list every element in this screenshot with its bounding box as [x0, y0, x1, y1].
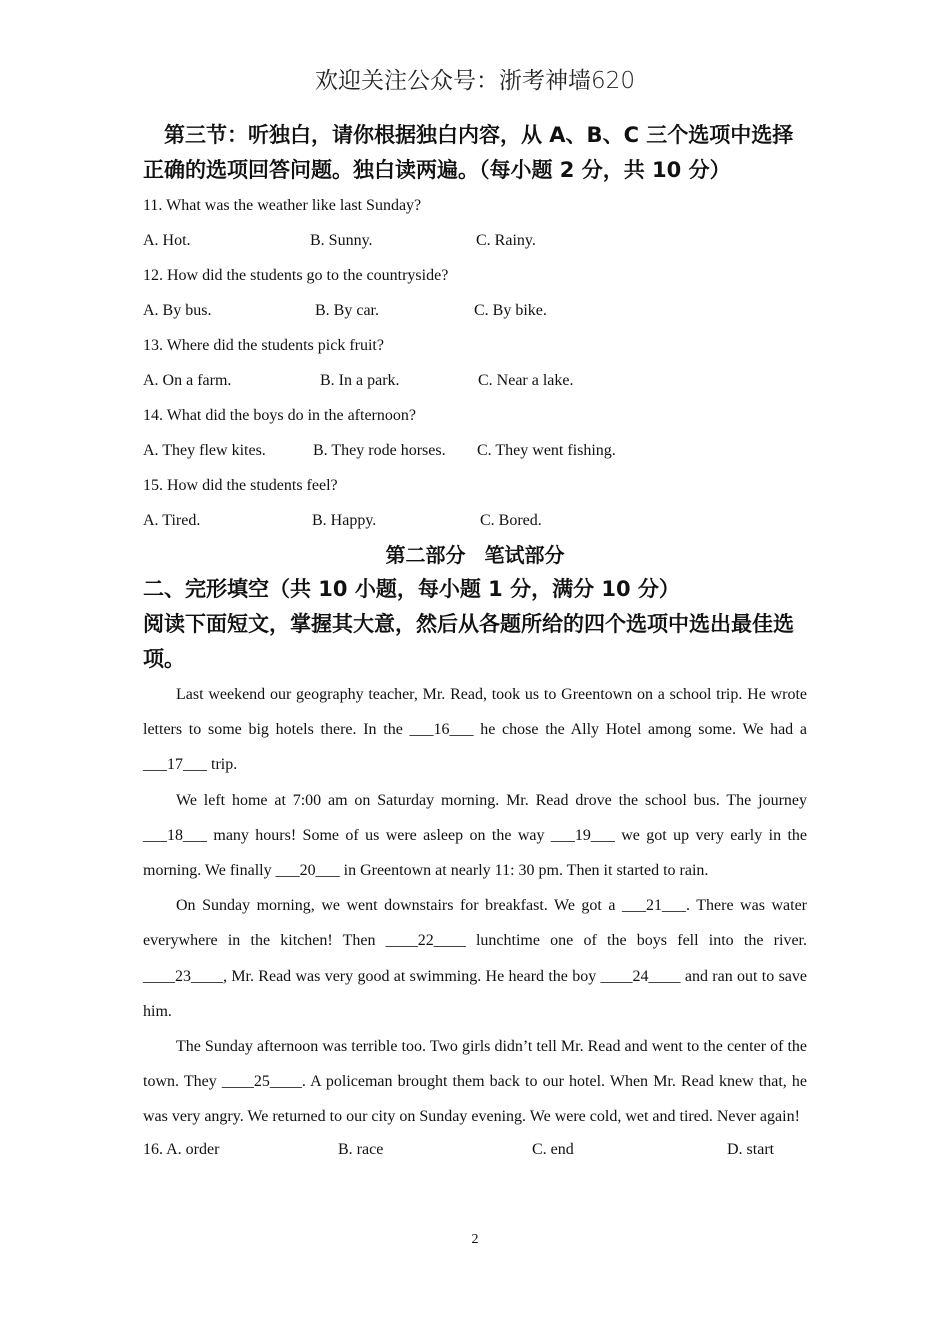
question-15 — [143, 468, 807, 538]
cloze-instruction: 阅读下面短文，掌握其大意，然后从各题所给的四个选项中选出最佳选项。 — [143, 612, 794, 671]
option-c: C. Bored. — [480, 512, 542, 529]
passage-paragraph-4: The Sunday afternoon was terrible too. Two girls didn’t tell Mr. Read and went to the center of the town. They ____25____. A policeman brought them back to our hotel. When Mr. Read knew that, he was very angry. We returned to our city on Sunday evening. We were cold, wet and tired. Never again! — [143, 1038, 807, 1126]
question-text: 13. Where did the students pick fruit? — [143, 337, 384, 354]
passage-paragraph-2: We left home at 7:00 am on Saturday morning. Mr. Read drove the school bus. The journey ___18___ many hours! Some of us were asleep on the way ___19___ we got up very early in the morning. We finally ___20___ in Greentown at nearly 11: 30 pm. Then it started to rain. — [143, 791, 807, 880]
option-c: C. Near a lake. — [478, 372, 574, 389]
part-2-title: 第二部分 笔试部分 — [385, 543, 565, 567]
option-a: A. Hot. — [143, 232, 191, 249]
options-row — [143, 293, 807, 328]
options-row — [143, 503, 807, 538]
option-b: B. By car. — [315, 302, 379, 319]
options-row — [143, 223, 807, 258]
option-a: A. On a farm. — [143, 372, 232, 389]
option-c: C. end — [532, 1140, 574, 1158]
question-16-options — [143, 1135, 807, 1165]
option-b: B. In a park. — [320, 372, 400, 389]
option-b: B. Happy. — [312, 512, 377, 529]
question-14 — [143, 398, 807, 468]
exam-content — [143, 118, 807, 1165]
passage-paragraph-1: Last weekend our geography teacher, Mr. Read, took us to Greentown on a school trip. He wrote letters to some big hotels there. In the ___16___ he chose the Ally Hotel among some. We had a ___17___ trip. — [143, 686, 807, 774]
question-text: 14. What did the boys do in the afternoon? — [143, 407, 416, 424]
option-b: B. Sunny. — [310, 232, 373, 249]
option-c: C. Rainy. — [476, 232, 536, 249]
page-number: 2 — [471, 1232, 479, 1247]
options-row — [143, 433, 807, 468]
option-a: 16. A. order — [143, 1140, 220, 1158]
cloze-heading: 二、完形填空（共 10 小题，每小题 1 分，满分 10 分） — [143, 577, 680, 601]
options-row — [143, 363, 807, 398]
page-header-watermark: 欢迎关注公众号：浙考神墙620 — [315, 68, 635, 94]
option-d: D. start — [727, 1140, 775, 1158]
option-b: B. race — [338, 1140, 384, 1158]
question-text: 15. How did the students feel? — [143, 477, 338, 494]
option-a: A. Tired. — [143, 512, 201, 529]
option-b: B. They rode horses. — [313, 442, 446, 459]
question-12 — [143, 258, 807, 328]
option-c: C. They went fishing. — [477, 442, 616, 459]
passage-paragraph-3: On Sunday morning, we went downstairs for breakfast. We got a ___21___. There was water everywhere in the kitchen! Then ____22____ lunchtime one of the boys fell into the river. ____23____, Mr. Read was very good at swimming. He heard the boy ____24____ and ran out to save him. — [143, 897, 807, 1020]
option-a: A. By bus. — [143, 302, 212, 319]
option-a: A. They flew kites. — [143, 442, 266, 459]
section-3-title: 第三节：听独白，请你根据独白内容，从 A、B、C 三个选项中选择正确的选项回答问题。独白读两遍。（每小题 2 分，共 10 分） — [143, 123, 794, 182]
question-13 — [143, 328, 807, 398]
question-11 — [143, 188, 807, 258]
question-text: 12. How did the students go to the countryside? — [143, 267, 449, 284]
option-c: C. By bike. — [474, 302, 547, 319]
question-text: 11. What was the weather like last Sunday? — [143, 197, 422, 214]
